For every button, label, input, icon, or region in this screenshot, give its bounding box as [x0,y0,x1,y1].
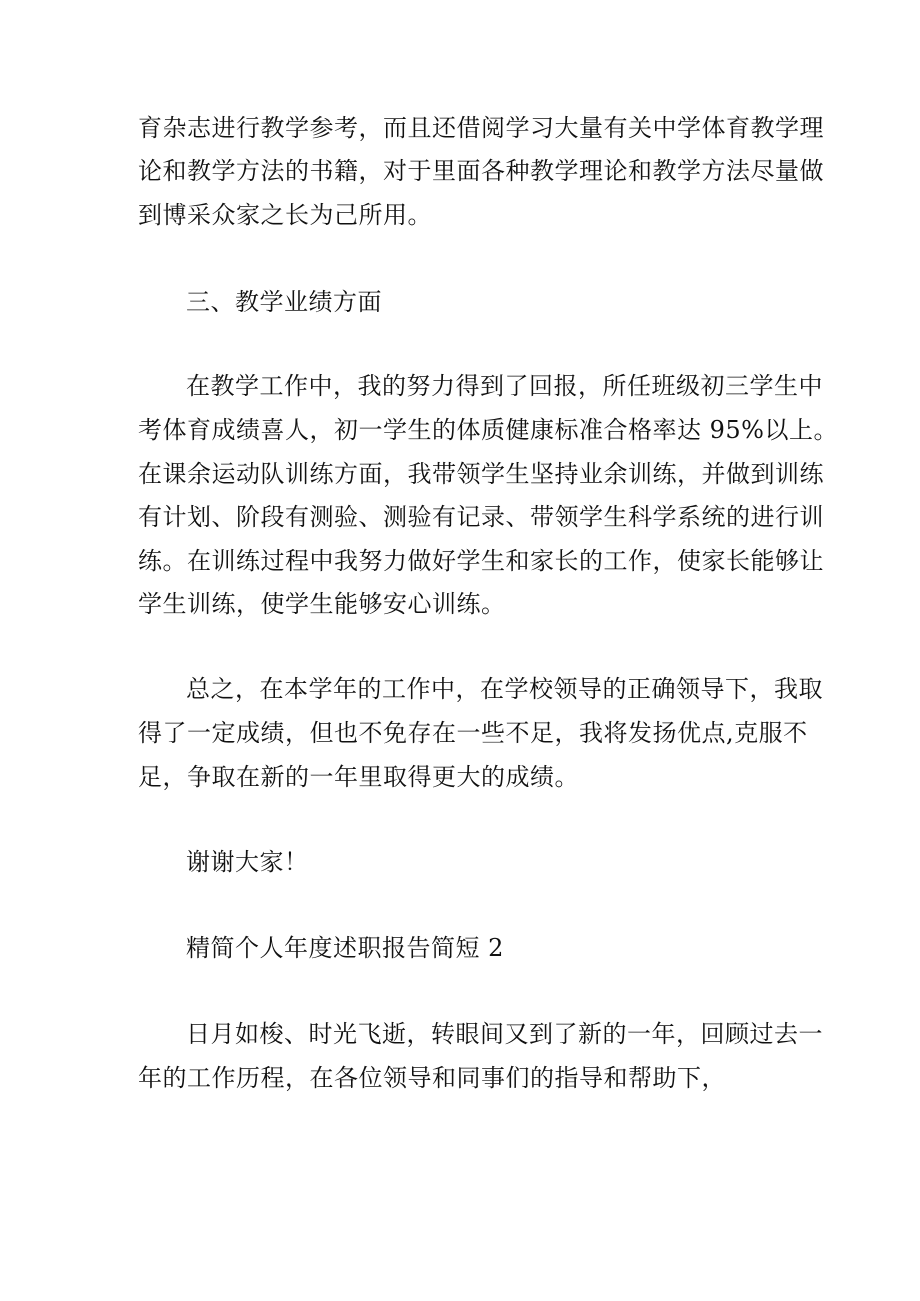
paragraph-line: 练。在训练过程中我努力做好学生和家长的工作，使家长能够让 [138,547,824,575]
paragraph-line: 学生训练，使学生能够安心训练。 [138,590,506,618]
paragraph-line: 考体育成绩喜人，初一学生的体质健康标准合格率达 95%以上。 [138,416,838,444]
paragraph-line: 得了一定成绩，但也不免存在一些不足，我将发扬优点,克服不 [138,719,808,747]
paragraph-line: 年的工作历程，在各位领导和同事们的指导和帮助下， [138,1064,726,1092]
paragraph-line: 在课余运动队训练方面，我带领学生坚持业余训练，并做到训练 [138,460,824,488]
section-heading: 三、教学业绩方面 [186,288,382,316]
paragraph-line: 足，争取在新的一年里取得更大的成绩。 [138,763,579,791]
report-title: 精简个人年度述职报告简短 2 [186,934,504,962]
paragraph-line: 总之，在本学年的工作中，在学校领导的正确领导下，我取 [186,675,823,703]
paragraph-line: 论和教学方法的书籍，对于里面各种教学理论和教学方法尽量做 [138,157,824,185]
closing-thanks: 谢谢大家！ [186,848,309,876]
paragraph-line: 到博采众家之长为己所用。 [138,201,432,229]
paragraph-line: 日月如梭、时光飞逝，转眼间又到了新的一年，回顾过去一 [186,1020,823,1048]
paragraph-line: 育杂志进行教学参考，而且还借阅学习大量有关中学体育教学理 [138,114,824,142]
paragraph-line: 在教学工作中，我的努力得到了回报，所任班级初三学生中 [186,372,823,400]
paragraph-line: 有计划、阶段有测验、测验有记录、带领学生科学系统的进行训 [138,503,824,531]
